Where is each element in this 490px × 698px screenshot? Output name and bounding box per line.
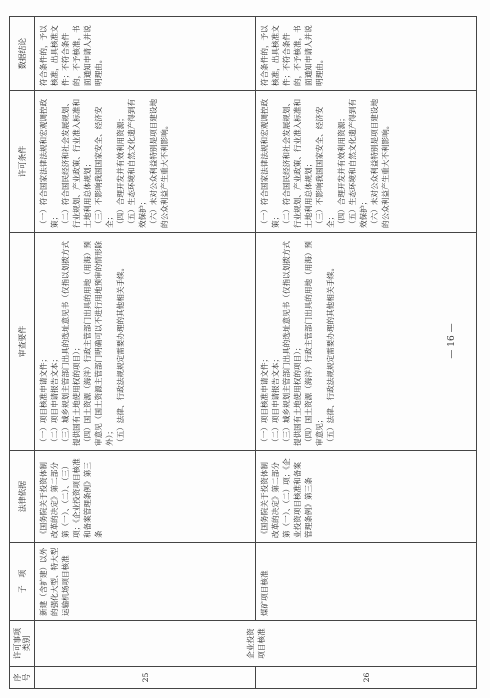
row-sub [35, 543, 256, 621]
row-conditions [35, 91, 256, 233]
header-sub: 子 项 [10, 543, 35, 621]
row-conclusion-text: 符合条件的，予以核准，出具核准文件；不符合条件的，不予核准，书面通知申请人并说明理由。 [260, 25, 324, 86]
row-sub [256, 543, 477, 621]
row-sub-text: 煤矿项目核准 [260, 570, 269, 616]
table-row [35, 17, 256, 689]
header-conclusion: 数据结论 [10, 17, 35, 91]
row-conclusion [35, 17, 256, 91]
row-conclusion [256, 17, 477, 91]
page-number: — 16 — [447, 323, 457, 359]
table-row [256, 17, 477, 689]
rotated-table-wrapper [9, 17, 465, 689]
row-category: 企业投资项目核准 [35, 621, 477, 667]
header-conditions: 许可条件 [10, 91, 35, 233]
permit-table [9, 16, 477, 689]
row-no: 25 [35, 667, 256, 689]
row-no: 26 [256, 667, 477, 689]
row-conditions-text: （一）符合国家法律法规和宏观调控政策； （二）符合国民经济和社会发展规划、行业规划、产业政策、行业准入标准和土地利用总体规划； （三）不影响我国国家安全、经济安全； （四）合理开发并有效利用资源； （五）生态环境和自然文化遗产得到有效保护； （六）未对公众利益特别是项目建设地的公众利益产生重大不利影响。 [39, 98, 169, 228]
header-no: 序号 [10, 667, 35, 689]
row-conditions [256, 91, 477, 233]
header-content: 审查要件 [10, 233, 35, 451]
row-sub-text: 新建（含扩建）以外的强化大型、特大型运输机场项目核准 [39, 547, 70, 616]
row-content [256, 233, 477, 451]
table-header-row [10, 17, 35, 689]
row-conclusion-text: 符合条件的，予以核准，出具核准文件；不符合条件的，不予核准，书面通知申请人并说明理由。 [39, 25, 103, 86]
row-basis [256, 451, 477, 543]
header-basis: 法律依据 [10, 451, 35, 543]
row-conditions-text: （一）符合国家法律法规和宏观调控政策； （二）符合国民经济和社会发展规划、行业规划、产业政策、行业准入标准和土地利用总体规划； （三）不影响我国国家安全、经济安全； （四）合理开发并有效利用资源； （五）生态环境和自然文化遗产得到有效保护； （六）未对公众利益特别是项目建设地的公众利益产生重大不利影响。 [260, 98, 390, 228]
row-basis-text: 《国务院关于投资体制改革的决定》第二部分第（一）、（二）、（三）项；《企业投资项目核准和备案管理条例》第三条 [39, 458, 103, 538]
row-basis [35, 451, 256, 543]
row-content-text: （一）项目核准申请文件； （二）项目申请报告文本； （三）城乡规划主管部门出具的选址意见书（仅指以划拨方式提供国有土地使用权的项目）； （四）国土资源（海洋）行政主管部门出具的用地（用海）预审意见（国土资源主管部门明确可以不进行用地预审的情形除外）； （五）法律、行政法规规定需要办理的其他相关手续。 [39, 240, 125, 446]
row-basis-text: 《国务院关于投资体制改革的决定》第二部分第（一）、（二）项；《企业投资项目核准和备案管理条例》第三条 [260, 458, 313, 538]
row-content [35, 233, 256, 451]
row-content-text: （一）项目核准申请文件； （二）项目申请报告文本； （三）城乡规划主管部门出具的选址意见书（仅指以划拨方式提供国有土地使用权的项目）； （四）国土资源（海洋）行政主管部门出具的用地（用海）预审意见； （五）法律、行政法规规定需要办理的其他相关手续。 [260, 240, 335, 446]
header-category: 许可事项类别 [10, 621, 35, 667]
